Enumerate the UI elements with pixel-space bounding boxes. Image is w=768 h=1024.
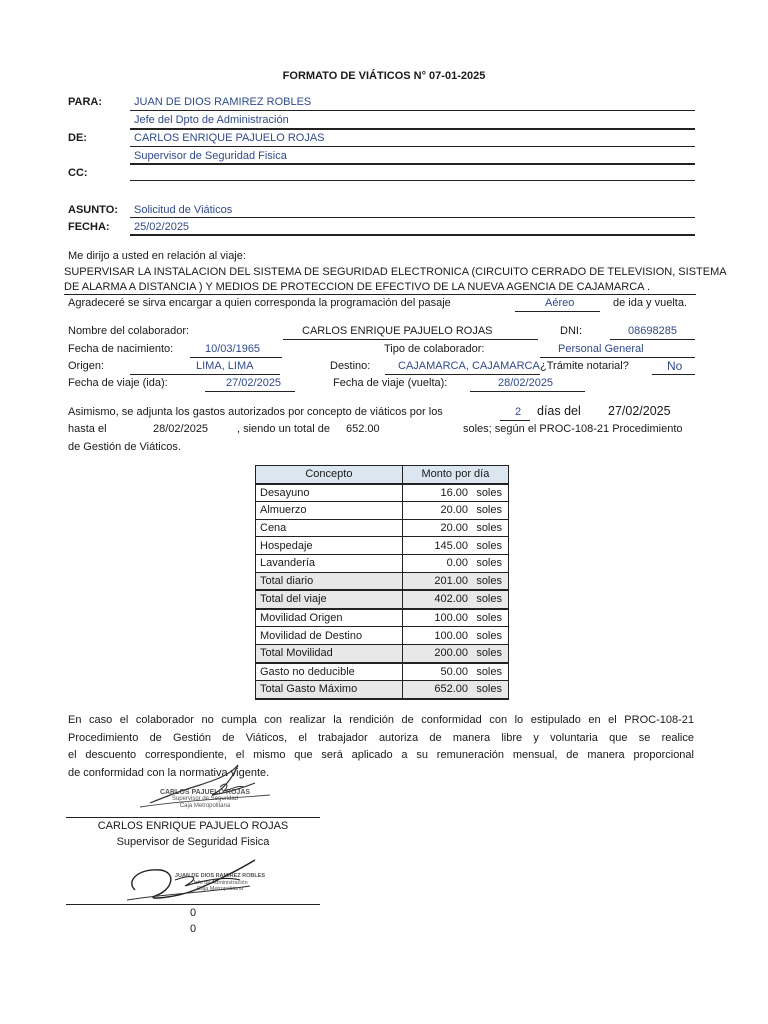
stamp-1-name: CARLOS PAJUELO ROJAS: [159, 789, 251, 796]
concept-cell: Almuerzo: [256, 502, 403, 520]
dni-label: DNI:: [560, 325, 582, 337]
type-label: Tipo de colaborador:: [384, 343, 485, 355]
unit-cell: soles: [470, 627, 508, 645]
days-line: [500, 420, 530, 421]
para-line: [130, 110, 695, 111]
from-date: 27/02/2025: [608, 404, 671, 418]
request-suffix: de ida y vuelta.: [613, 297, 687, 309]
signer-2-line1: 0: [189, 907, 197, 919]
origin-label: Origen:: [68, 360, 105, 372]
return-date-value: 28/02/2025: [498, 377, 554, 389]
concept-cell: Total Movilidad: [256, 644, 403, 662]
document-title: FORMATO DE VIÁTICOS N° 07-01-2025: [282, 70, 486, 82]
unit-cell: soles: [470, 554, 508, 572]
table-row: [256, 502, 509, 520]
purpose-line: [64, 294, 696, 295]
table-row: [256, 519, 509, 537]
name-label: Nombre del colaborador:: [68, 325, 190, 337]
out-date-label: Fecha de viaje (ida):: [68, 377, 168, 389]
unit-cell: soles: [470, 681, 508, 699]
trip-purpose-line1: SUPERVISAR LA INSTALACION DEL SISTEMA DE SEGURIDAD ELECTRONICA (CIRCUITO CERRADO DE TELEVISION, SISTEMA: [64, 266, 727, 278]
unit-cell: soles: [470, 663, 508, 681]
fecha-label: FECHA:: [68, 221, 110, 233]
trip-purpose-line2: DE ALARMA A DISTANCIA ) Y MEDIOS DE PROTECCION DE EFECTIVO DE LA NUEVA AGENCIA DE CAJAMARCA .: [64, 281, 651, 293]
fecha-value: 25/02/2025: [134, 221, 190, 233]
concept-cell: Cena: [256, 519, 403, 537]
signature-line-1: [66, 817, 320, 818]
notary-line: [652, 374, 695, 375]
transport-line: [515, 311, 600, 312]
summary-line3: de Gestión de Viáticos.: [68, 441, 181, 453]
closing-line3: el descuento correspondiente, el mismo que será aplicado a su remuneración mensual, de manera proporcional: [68, 749, 694, 761]
closing-line4: de conformidad con la normativa vigente.: [68, 767, 270, 779]
birth-value: 10/03/1965: [205, 343, 261, 355]
asunto-label: ASUNTO:: [68, 204, 118, 216]
stamp-2-org: Caja Metropolitana: [196, 886, 244, 892]
amount-cell: 100.00: [402, 609, 470, 627]
total-label: , siendo un total de: [237, 423, 330, 435]
stamp-2-role: Jefe de Administración: [192, 879, 248, 886]
concept-cell: Total del viaje: [256, 590, 403, 609]
table-row: [256, 537, 509, 555]
out-date-line: [205, 391, 295, 392]
name-value: CARLOS ENRIQUE PAJUELO ROJAS: [302, 325, 493, 337]
table-row: [256, 627, 509, 645]
dni-value: 08698285: [628, 325, 677, 337]
unit-cell: soles: [470, 519, 508, 537]
table-row: [256, 681, 509, 699]
table-row: [256, 663, 509, 681]
type-value: Personal General: [558, 343, 644, 355]
signature-line-2: [66, 904, 320, 905]
transport-value: Aéreo: [545, 297, 575, 309]
amount-cell: 20.00: [402, 502, 470, 520]
concept-cell: Total Gasto Máximo: [256, 681, 403, 699]
concept-cell: Movilidad Origen: [256, 609, 403, 627]
out-date-value: 27/02/2025: [226, 377, 282, 389]
birth-line: [190, 357, 282, 358]
table-row: [256, 644, 509, 662]
unit-cell: soles: [470, 484, 508, 502]
para-name: JUAN DE DIOS RAMIREZ ROBLES: [134, 96, 312, 108]
unit-cell: soles: [470, 609, 508, 627]
concept-cell: Desayuno: [256, 484, 403, 502]
fecha-line: [130, 234, 695, 236]
origin-line: [130, 374, 280, 375]
cc-line: [130, 180, 695, 181]
summary-line1: Asimismo, se adjunta los gastos autorizados por concepto de viáticos por los: [68, 406, 443, 418]
table-row: [256, 554, 509, 572]
signer-1-role: Supervisor de Seguridad Fisica: [116, 836, 270, 848]
total-value: 652.00: [346, 423, 380, 435]
signer-2-line2: 0: [189, 923, 197, 935]
amount-cell: 652.00: [402, 681, 470, 699]
stamp-1-role: Supervisor de Seguridad: [171, 796, 239, 802]
concept-cell: Total diario: [256, 572, 403, 590]
de-name: CARLOS ENRIQUE PAJUELO ROJAS: [134, 132, 325, 144]
concept-cell: Hospedaje: [256, 537, 403, 555]
unit-cell: soles: [470, 590, 508, 609]
closing-line2: Procedimiento de Gestión de Viáticos, el trabajador autoriza de manera libre y voluntaria que se realice: [68, 732, 694, 744]
concept-cell: Lavandería: [256, 554, 403, 572]
table-row: [256, 590, 509, 609]
amount-cell: 145.00: [402, 537, 470, 555]
handwritten-signature-1: [120, 755, 280, 815]
stamp-2-name: JUAN DE DIOS RAMIREZ ROBLES: [174, 873, 266, 879]
col-amount-header: Monto por día: [402, 466, 508, 484]
asunto-line: [130, 217, 695, 218]
notary-value: No: [667, 359, 683, 373]
dest-label: Destino:: [330, 360, 371, 372]
return-date-label: Fecha de viaje (vuelta):: [333, 377, 448, 389]
para-role-line: [130, 128, 695, 130]
birth-label: Fecha de nacimiento:: [68, 343, 174, 355]
amount-cell: 0.00: [402, 554, 470, 572]
unit-cell: soles: [470, 572, 508, 590]
name-line: [283, 339, 538, 340]
table-header-row: [256, 466, 509, 484]
amount-cell: 20.00: [402, 519, 470, 537]
type-line: [540, 357, 695, 358]
signer-1-name: CARLOS ENRIQUE PAJUELO ROJAS: [97, 820, 289, 832]
expenses-table-body: [256, 484, 509, 699]
table-row: [256, 484, 509, 502]
para-label: PARA:: [68, 96, 103, 108]
amount-cell: 402.00: [402, 590, 470, 609]
unit-cell: soles: [470, 537, 508, 555]
amount-cell: 201.00: [402, 572, 470, 590]
dni-line: [610, 339, 695, 340]
stamp-1-org: Caja Metropolitana: [179, 803, 231, 809]
de-role: Supervisor de Seguridad Fisica: [134, 150, 287, 162]
intro-line: Me dirijo a usted en relación al viaje:: [68, 250, 246, 262]
concept-cell: Gasto no deducible: [256, 663, 403, 681]
hasta-label: hasta el: [68, 423, 107, 435]
handwritten-signature-2: [115, 850, 275, 910]
dest-value: CAJAMARCA, CAJAMARCA: [398, 360, 540, 372]
asunto-value: Solicitud de Viáticos: [134, 204, 233, 216]
table-row: [256, 609, 509, 627]
dest-line: [385, 374, 540, 375]
para-role: Jefe del Dpto de Administración: [134, 114, 289, 126]
table-row: [256, 572, 509, 590]
concept-cell: Movilidad de Destino: [256, 627, 403, 645]
amount-cell: 50.00: [402, 663, 470, 681]
notary-label: ¿Trámite notarial?: [540, 360, 629, 372]
return-date-line: [470, 391, 585, 392]
de-line: [130, 146, 695, 147]
cc-label: CC:: [68, 167, 88, 179]
amount-cell: 100.00: [402, 627, 470, 645]
days-value: 2: [515, 406, 522, 418]
expenses-table: [255, 465, 509, 700]
days-label: días del: [537, 404, 581, 418]
closing-line1: En caso el colaborador no cumpla con realizar la rendición de conformidad con lo estipulado en el PROC-108-21: [68, 714, 694, 726]
de-label: DE:: [68, 132, 87, 144]
origin-value: LIMA, LIMA: [196, 360, 254, 372]
col-concept-header: Concepto: [256, 466, 403, 484]
unit-cell: soles: [470, 502, 508, 520]
request-text: Agradeceré se sirva encargar a quien corresponda la programación del pasaje: [68, 297, 451, 309]
amount-cell: 200.00: [402, 644, 470, 662]
de-role-line: [130, 163, 695, 165]
to-date: 28/02/2025: [153, 423, 209, 435]
amount-cell: 16.00: [402, 484, 470, 502]
summary-tail: soles; según el PROC-108-21 Procedimiento: [463, 423, 683, 435]
unit-cell: soles: [470, 644, 508, 662]
